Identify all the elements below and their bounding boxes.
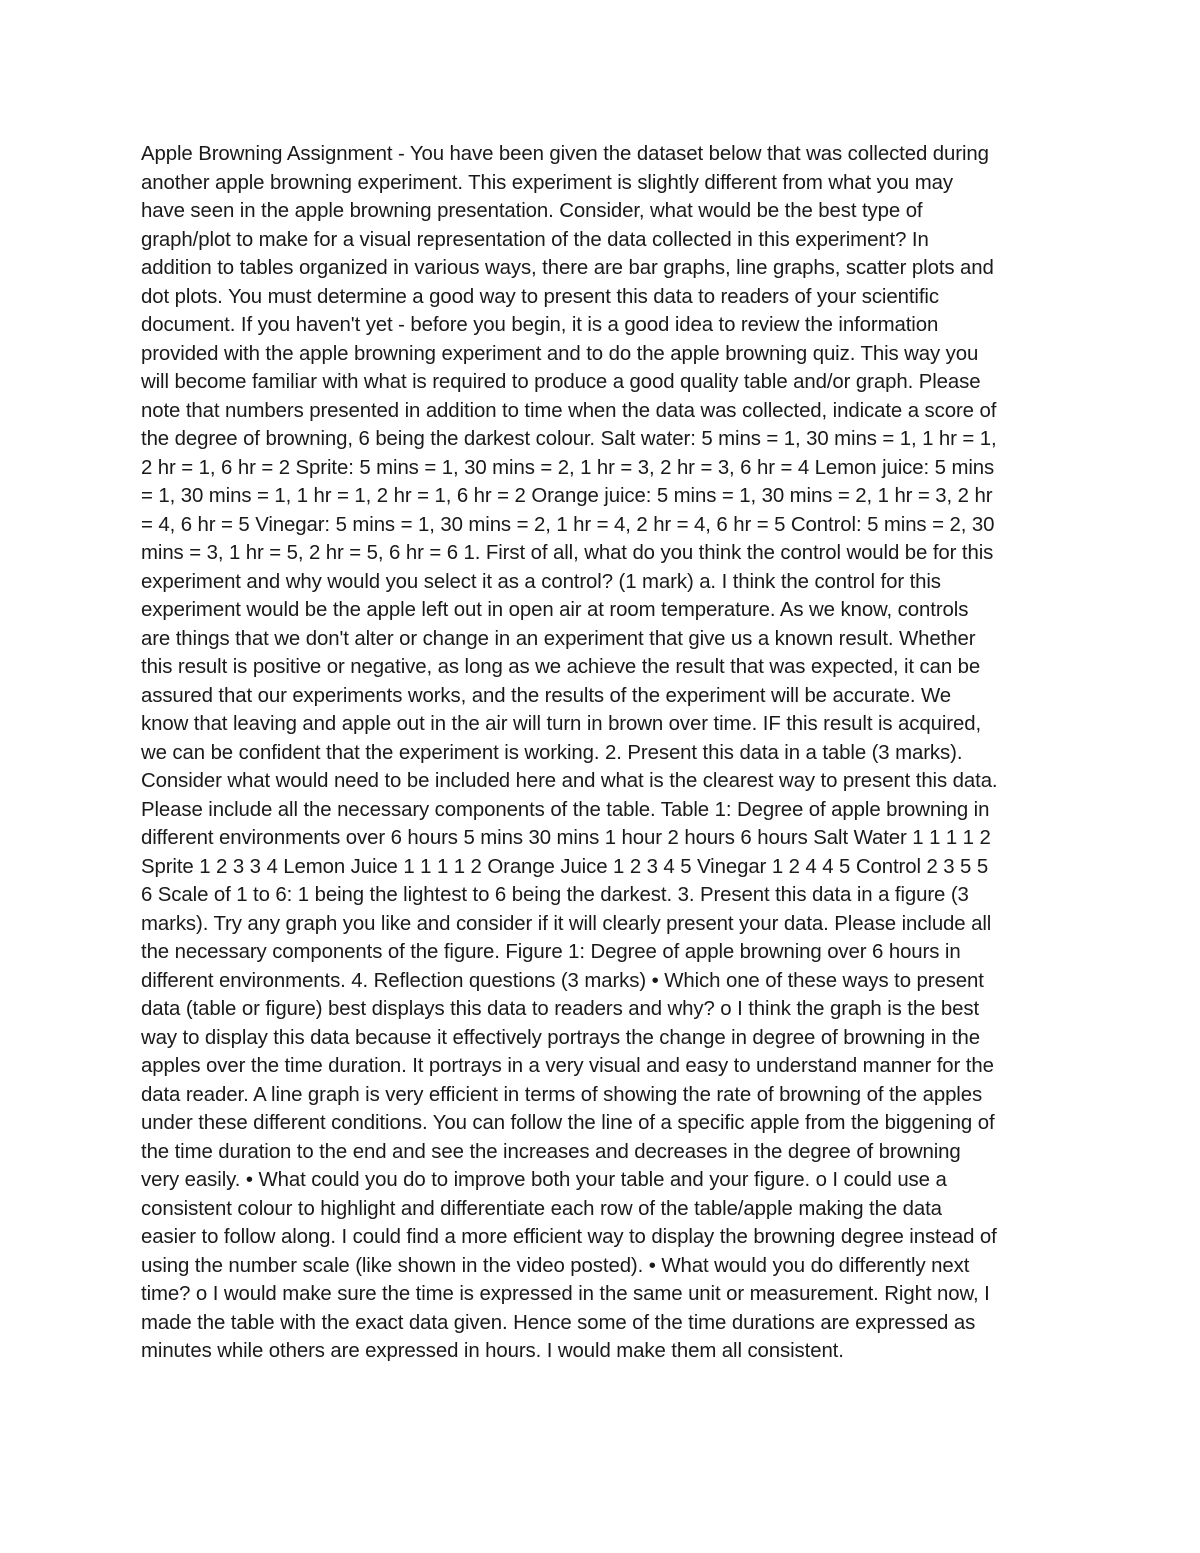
text-line: the degree of browning, 6 being the darkest colour. Salt water: 5 mins = 1, 30 mins = 1, 1 hr = 1,	[141, 428, 997, 450]
text-line: minutes while others are expressed in hours. I would make them all consistent.	[141, 1340, 844, 1362]
text-line: Apple Browning Assignment - You have been given the dataset below that was collected during	[141, 143, 989, 165]
text-line: experiment and why would you select it as a control? (1 mark) a. I think the control for this	[141, 570, 941, 593]
text-line: marks). Try any graph you like and consider if it will clearly present your data. Please include all	[141, 912, 992, 935]
text-line: 6 Scale of 1 to 6: 1 being the lightest to 6 being the darkest. 3. Present this data in a figure (3	[141, 884, 969, 906]
text-line: provided with the apple browning experiment and to do the apple browning quiz. This way you	[141, 342, 979, 365]
text-line: this result is positive or negative, as long as we achieve the result that was expected, it can be	[141, 656, 981, 678]
text-line: = 4, 6 hr = 5 Vinegar: 5 mins = 1, 30 mins = 2, 1 hr = 4, 2 hr = 4, 6 hr = 5 Control: 5 mins = 2, 30	[141, 513, 995, 536]
text-line: addition to tables organized in various ways, there are bar graphs, line graphs, scatter plots and	[141, 257, 994, 279]
text-line: Consider what would need to be included here and what is the clearest way to present this data.	[141, 770, 998, 792]
text-line: mins = 3, 1 hr = 5, 2 hr = 5, 6 hr = 6 1. First of all, what do you think the control would be for this	[141, 542, 994, 564]
text-line: different environments. 4. Reflection questions (3 marks) • Which one of these ways to present	[141, 969, 984, 992]
text-line: way to display this data because it effectively portrays the change in degree of browning in the	[141, 1026, 981, 1049]
text-line: Sprite 1 2 3 3 4 Lemon Juice 1 1 1 1 2 Orange Juice 1 2 3 4 5 Vinegar 1 2 4 4 5 Control 2 3 5 5	[141, 855, 989, 878]
text-line: using the number scale (like shown in the video posted). • What would you do differently next	[141, 1254, 970, 1277]
assignment-text	[141, 140, 1071, 1366]
text-line: = 1, 30 mins = 1, 1 hr = 1, 2 hr = 1, 6 hr = 2 Orange juice: 5 mins = 1, 30 mins = 2, 1 hr = 3, 2 hr	[141, 485, 993, 507]
text-line: consistent colour to highlight and differentiate each row of the table/apple making the data	[141, 1197, 942, 1220]
text-line: made the table with the exact data given. Hence some of the time durations are expressed as	[141, 1311, 976, 1334]
text-line: document. If you haven't yet - before you begin, it is a good idea to review the information	[141, 314, 939, 336]
text-line: the necessary components of the figure. Figure 1: Degree of apple browning over 6 hours in	[141, 941, 961, 963]
text-line: Please include all the necessary components of the table. Table 1: Degree of apple browning in	[141, 798, 990, 821]
text-line: easier to follow along. I could find a more efficient way to display the browning degree instead of	[141, 1226, 997, 1248]
text-line: will become familiar with what is required to produce a good quality table and/or graph. Please	[141, 371, 981, 393]
text-line: note that numbers presented in addition to time when the data was collected, indicate a score of	[141, 399, 997, 422]
text-line: another apple browning experiment. This experiment is slightly different from what you may	[141, 171, 953, 194]
text-line: know that leaving and apple out in the air will turn in brown over time. IF this result is acquired,	[141, 713, 982, 735]
text-line: we can be confident that the experiment is working. 2. Present this data in a table (3 marks).	[141, 741, 963, 764]
text-line: 2 hr = 1, 6 hr = 2 Sprite: 5 mins = 1, 30 mins = 2, 1 hr = 3, 2 hr = 3, 6 hr = 4 Lemon juice: 5 mins	[141, 456, 995, 479]
text-line: assured that our experiments works, and the results of the experiment will be accurate. We	[141, 684, 952, 707]
text-line: dot plots. You must determine a good way to present this data to readers of your scientific	[141, 285, 939, 308]
text-line: data (table or figure) best displays this data to readers and why? o I think the graph is the best	[141, 998, 980, 1020]
text-line: have seen in the apple browning presentation. Consider, what would be the best type of	[141, 200, 923, 222]
text-line: data reader. A line graph is very efficient in terms of showing the rate of browning of the apples	[141, 1083, 983, 1106]
text-line: time? o I would make sure the time is expressed in the same unit or measurement. Right now, I	[141, 1283, 990, 1305]
text-line: are things that we don't alter or change in an experiment that give us a known result. Whether	[141, 627, 976, 650]
text-line: apples over the time duration. It portrays in a very visual and easy to understand manner for the	[141, 1055, 994, 1077]
text-line: graph/plot to make for a visual representation of the data collected in this experiment? In	[141, 228, 929, 251]
text-line: experiment would be the apple left out in open air at room temperature. As we know, controls	[141, 599, 969, 621]
text-line: the time duration to the end and see the increases and decreases in the degree of browning	[141, 1140, 961, 1163]
text-line: very easily. • What could you do to improve both your table and your figure. o I could use a	[141, 1169, 947, 1191]
text-line: under these different conditions. You can follow the line of a specific apple from the biggening of	[141, 1112, 995, 1134]
text-line: different environments over 6 hours 5 mins 30 mins 1 hour 2 hours 6 hours Salt Water 1 1 1 1 2	[141, 827, 991, 849]
